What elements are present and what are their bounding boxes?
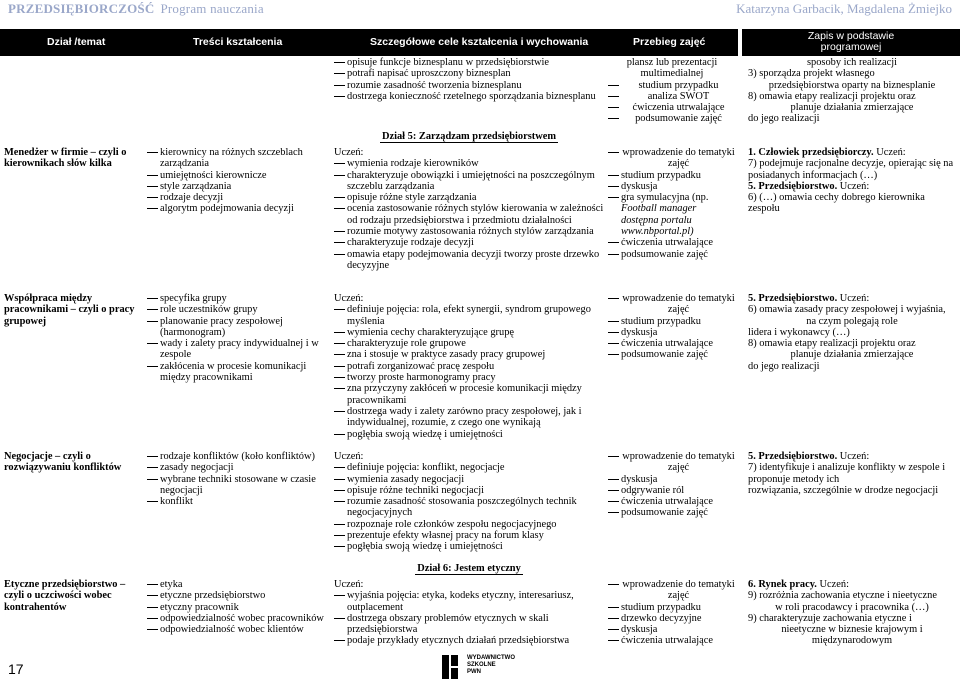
topic-menedzer: Menedżer w firmie – czyli o kierownikach słów kilka [4, 147, 127, 170]
brand-title: PRZEDSIĘBIORCZOŚĆ Program nauczania [8, 1, 264, 16]
document-header [0, 0, 960, 18]
authors: Katarzyna Garbacik, Magdalena Żmiejko [736, 1, 952, 16]
page-number: 17 [8, 661, 24, 677]
topic-etyczne: Etyczne przedsiębiorstwo – czyli o uczciwości wobec kontrahentów [4, 579, 126, 613]
goals-r1: Uczeń: wymienia rodzaje kierowników charakteryzuje obowiązki i umiejętności na poszczególnym szczeblu zarządzania opisuje różne style zarządzania ocenia zastosowanie różnych stylów kierowania w zależności od rodzaju przedsiębiorstwa i przedmiotu działalności rozumie motywy zastosowania różnych stylów zarządzania charakteryzuje rodzaje decyzji omawia etapy podejmowania decyzji tworzy proste drzewko decyzyjne [334, 147, 604, 271]
header-przebieg: Przebieg zajęć [633, 36, 706, 48]
course-continuation: plansz lub prezentacji multimedialnej studium przypadku analiza SWOT ćwiczenia utrwalające podsumowanie zajęć [608, 57, 736, 125]
header-cele: Szczegółowe cele kształcenia i wychowania [370, 36, 589, 48]
publisher-logo-icon [441, 654, 459, 680]
content-r2: specyfika grupy role uczestników grupy planowanie pracy zespołowej (harmonogram) wady i zalety pracy indywidualnej i w zespole zakłócenia w procesie komunikacji między pracownikami [147, 293, 332, 383]
note-continuation: sposoby ich realizacji 3) sporządza projekt własnego przedsiębiorstwa oparty na biznesplanie 8) omawia etapy realizacji projektu oraz planuje działania zmierzające do jego realizacji [748, 57, 936, 125]
goals-r2: Uczeń: definiuje pojęcia: rola, efekt synergii, syndrom grupowego myślenia wymienia cechy charakteryzujące grupę charakteryzuje role grupowe zna i stosuje w praktyce zasady pracy grupowej potrafi zorganizować pracę zespołu tworzy proste harmonogramy pracy zna przyczyny zakłóceń w procesie komunikacji między pracownikami dostrzega wady i zalety zarówno pracy zespołowej, jak i indywidualnej, rozumie, z czego one wynikają pogłębia swoją wiedzę i umiejętności [334, 293, 591, 440]
note-r4: 6. Rynek pracy. Uczeń: 9) rozróżnia zachowania etyczne i nieetyczne w roli pracodawcy i pracownika (…) 9) charakteryzuje zachowania etyczne i nieetyczne w biznesie krajowym i międzynarodowym [748, 579, 937, 647]
note-r1: 1. Człowiek przedsiębiorczy. Uczeń: 7) podejmuje racjonalne decyzje, opierając się na posiadanych informacjach (…) 5. Przedsiębiorstwo. Uczeń: 6) (…) omawia cechy dobrego kierownika zespołu [748, 147, 954, 215]
content-r1: kierownicy na różnych szczeblach zarządzania umiejętności kierownicze style zarządzania rodzaje decyzji algorytm podejmowania decyzji [147, 147, 332, 215]
logo-line-3: PWN [467, 669, 481, 675]
brand-subtitle: Program nauczania [160, 1, 264, 16]
content-r4: etyka etyczne przedsiębiorstwo etyczny pracownik odpowiedzialność wobec pracowników odpowiedzialność wobec klientów [147, 579, 332, 635]
logo-line-2: SZKOLNE [467, 662, 496, 668]
content-r3: rodzaje konfliktów (koło konfliktów) zasady negocjacji wybrane techniki stosowane w czasie negocjacji konflikt [147, 451, 332, 507]
course-r1: wprowadzenie do tematyki zajęć studium przypadku dyskusja gra symulacyjna (np. Football manager dostępna portalu www.nbportal.pl) ćwiczenia utrwalające podsumowanie zajęć [608, 147, 736, 260]
course-r4: wprowadzenie do tematyki zajęć studium przypadku drzewko decyzyjne dyskusja ćwiczenia utrwalające [608, 579, 736, 647]
logo-line-1: WYDAWNICTWO [467, 655, 515, 661]
header-zapis-line1: Zapis w podstawie [807, 30, 895, 42]
section-5-title: Dział 5: Zarządzam przedsiębiorstwem [381, 131, 556, 142]
header-tresci: Treści kształcenia [193, 36, 283, 48]
header-zapis-line2: programowej [820, 41, 882, 53]
table-header-zapis [742, 29, 960, 56]
goals-r3: Uczeń: definiuje pojęcia: konflikt, negocjacje wymienia zasady negocjacji opisuje różne techniki negocjacji rozumie zasadność stosowania poszczególnych technik negocjacyjnych rozpoznaje role członków zespołu negocjacyjnego prezentuje efekty własnej pracy na forum klasy pogłębia swoją wiedzę i umiejętności [334, 451, 577, 553]
section-6-title: Dział 6: Jestem etyczny [417, 563, 521, 574]
note-r2: 5. Przedsiębiorstwo. Uczeń: 6) omawia zasady pracy zespołowej i wyjaśnia, na czym polegają role lidera i wykonawcy (…) 8) omawia etapy realizacji projektu oraz planuje działania zmierzające do jego realizacji [748, 293, 946, 372]
topic-wspolpraca: Współpraca między pracownikami – czyli o pracy grupowej [4, 293, 135, 327]
table-header [0, 29, 738, 56]
goals-r4: Uczeń: wyjaśnia pojęcia: etyka, kodeks etyczny, interesariusz, outplacement dostrzega obszary problemów etycznych w skali przedsiębiorstwa podaje przykłady etycznych działań przedsiębiorstwa [334, 579, 574, 647]
note-r3: 5. Przedsiębiorstwo. Uczeń: 7) identyfikuje i analizuje konflikty w zespole i proponuje metody ich rozwiązania, szczególnie w drodze negocjacji [748, 451, 946, 496]
header-dzial: Dział /temat [47, 36, 106, 48]
course-r2: wprowadzenie do tematyki zajęć studium przypadku dyskusja ćwiczenia utrwalające podsumowanie zajęć [608, 293, 736, 361]
goals-continuation: opisuje funkcje biznesplanu w przedsiębiorstwie potrafi napisać uproszczony biznesplan rozumie zasadność tworzenia biznesplanu dostrzega konieczność rzetelnego sporządzania biznesplanu [334, 57, 604, 102]
topic-negocjacje: Negocjacje – czyli o rozwiązywaniu konfliktów [4, 451, 122, 474]
publisher-logo [441, 651, 521, 683]
course-r3: wprowadzenie do tematyki zajęć dyskusja odgrywanie ról ćwiczenia utrwalające podsumowanie zajęć [608, 451, 736, 519]
